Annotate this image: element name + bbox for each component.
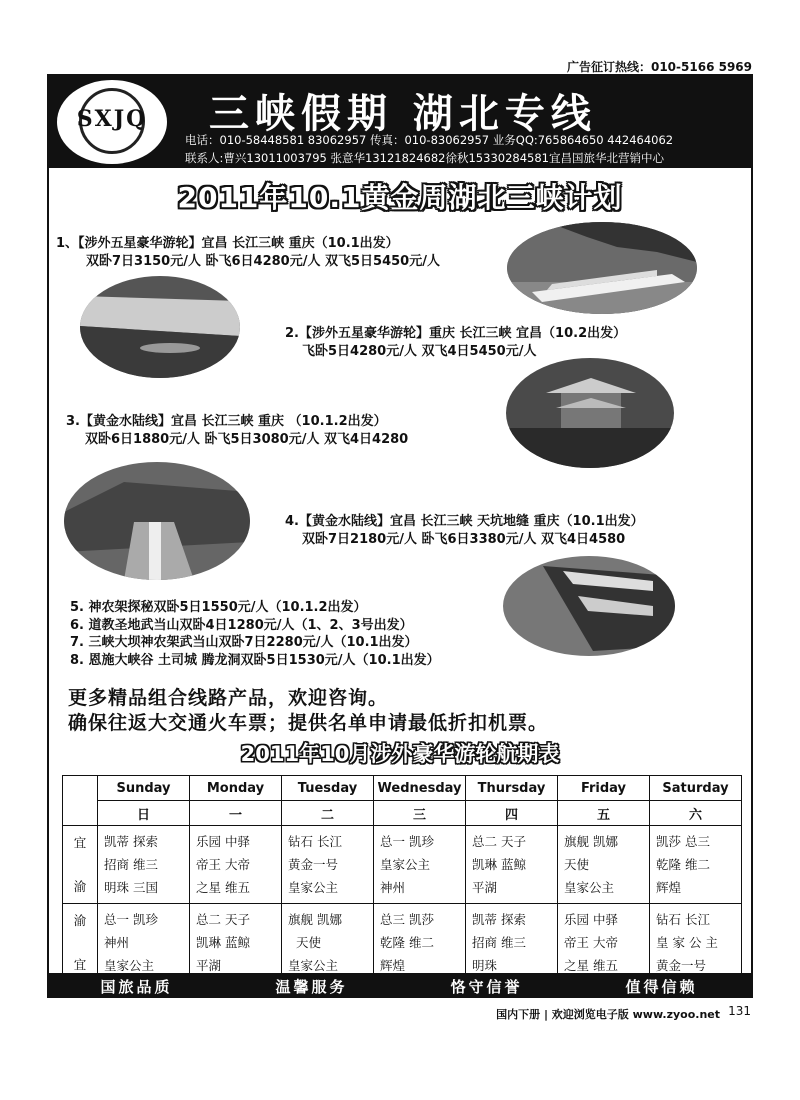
route-label-top: 渝 [73, 912, 87, 928]
ship-lock-photo [503, 556, 675, 656]
table-cell: 凯蒂 探索 招商 维三 明珠 [466, 904, 558, 982]
extra-tour-5: 5. 神农架探秘双卧5日1550元/人（10.1.2出发） [70, 600, 367, 615]
dam-photo [64, 462, 250, 580]
route-label-bottom: 宜 [73, 956, 87, 972]
table-cell: 钻石 长江 黄金一号 皇家公主 [282, 826, 374, 904]
day-cn: 二 [282, 801, 374, 826]
temple-photo [506, 358, 674, 468]
brand-title: 三峡假期 湖北专线 [209, 90, 597, 137]
day-en: Thursday [466, 776, 558, 801]
dam-icon [64, 462, 250, 580]
day-cn: 日 [98, 801, 190, 826]
day-cn: 四 [466, 801, 558, 826]
page-number: 131 [728, 1004, 751, 1018]
table-cell: 旗舰 凯娜 天使 皇家公主 [558, 826, 650, 904]
table-cell: 旗舰 凯娜 天使 皇家公主 [282, 904, 374, 982]
header-banner [49, 76, 751, 168]
day-en: Sunday [98, 776, 190, 801]
tour-1-prices: 双卧7日3150元/人 卧飞6日4280元/人 双飞5日5450元/人 [86, 254, 440, 269]
table-cell: 总二 天子 凯琳 蓝鲸 平湖 [466, 826, 558, 904]
contact-line-1: 电话：010-58448581 83062957 传真：010-83062957 业务QQ:765864650 442464062 [185, 133, 674, 147]
ad-hotline: 广告征订热线：010-5166 5969 [566, 60, 752, 74]
tour-3-prices: 双卧6日1880元/人 卧飞5日3080元/人 双飞4日4280 [85, 432, 409, 447]
tour-4-title: 4.【黄金水陆线】宜昌 长江三峡 天坑地缝 重庆（10.1出发） [285, 514, 644, 529]
table-cell: 总一 凯珍 神州 皇家公主 [98, 904, 190, 982]
day-en: Monday [190, 776, 282, 801]
extra-tour-8: 8. 恩施大峡谷 土司城 腾龙洞双卧5日1530元/人（10.1出发） [70, 653, 440, 668]
day-cn: 三 [374, 801, 466, 826]
table-row-chongqing-yichang [63, 904, 742, 982]
header-row-en [63, 776, 742, 801]
table-cell: 乐园 中驿 帝王 大帝 之星 维五 [558, 904, 650, 982]
slogan-credit: 恪守信誉 [450, 978, 523, 996]
page-subtitle: 2011年10.1黄金周湖北三峡计划 [177, 181, 623, 214]
cruise-schedule-table [62, 775, 742, 982]
day-cn: 六 [650, 801, 742, 826]
route-label-top: 宜 [73, 834, 87, 850]
ship-lock-icon [503, 556, 675, 656]
route-label-yi-yu [63, 826, 98, 904]
day-en: Wednesday [374, 776, 466, 801]
more-products-line: 更多精品组合线路产品，欢迎咨询。 [68, 687, 389, 709]
table-cell: 凯莎 总三 乾隆 维二 辉煌 [650, 826, 742, 904]
tickets-line: 确保往返大交通火车票；提供名单申请最低折扣机票。 [68, 712, 549, 734]
table-cell: 乐园 中驿 帝王 大帝 之星 维五 [190, 826, 282, 904]
tour-2-title: 2.【涉外五星豪华游轮】重庆 长江三峡 宜昌（10.2出发） [285, 326, 627, 341]
slogan-service: 温馨服务 [275, 978, 348, 996]
route-label-yu-yi [63, 904, 98, 982]
table-cell: 总一 凯珍 皇家公主 神州 [374, 826, 466, 904]
bottom-line: 国内下册 | 欢迎浏览电子版 www.zyoo.net [496, 1008, 720, 1021]
temple-icon [506, 358, 674, 468]
route-label-bottom: 渝 [73, 878, 87, 894]
day-cn: 五 [558, 801, 650, 826]
day-en: Tuesday [282, 776, 374, 801]
slogan-quality: 国旅品质 [100, 978, 173, 996]
header-row-cn [63, 801, 742, 826]
river-photo [80, 276, 240, 378]
cruise-ship-photo [507, 222, 697, 314]
table-cell: 总二 天子 凯琳 蓝鲸 平湖 [190, 904, 282, 982]
river-landscape-icon [80, 276, 240, 378]
footer-slogan-bar [49, 973, 751, 997]
corner-cell [63, 776, 98, 826]
extra-tour-6: 6. 道教圣地武当山双卧4日1280元/人（1、2、3号出发） [70, 618, 413, 633]
company-logo [57, 80, 167, 164]
slogan-trust: 值得信赖 [625, 978, 698, 996]
logo-text: SXJQ [76, 106, 148, 132]
tour-1-title: 1、【涉外五星豪华游轮】宜昌 长江三峡 重庆（10.1出发） [56, 236, 399, 251]
contact-line-2: 联系人:曹兴13011003795 张意华13121824682徐秋15330284581宜昌国旅华北营销中心 [185, 151, 664, 165]
day-cn: 一 [190, 801, 282, 826]
day-en: Friday [558, 776, 650, 801]
table-row-yichang-chongqing [63, 826, 742, 904]
tour-4-prices: 双卧7日2180元/人 卧飞6日3380元/人 双飞4日4580 [302, 532, 626, 547]
schedule-title: 2011年10月涉外豪华游轮航期表 [240, 742, 560, 766]
table-cell: 总三 凯莎 乾隆 维二 辉煌 [374, 904, 466, 982]
table-cell: 凯蒂 探索 招商 维三 明珠 三国 [98, 826, 190, 904]
tour-2-prices: 飞卧5日4280元/人 双飞4日5450元/人 [302, 344, 537, 359]
table-cell: 钻石 长江 皇 家 公 主 黄金一号 [650, 904, 742, 982]
cruise-ship-icon [507, 222, 697, 314]
extra-tour-7: 7. 三峡大坝神农架武当山双卧7日2280元/人（10.1出发） [70, 635, 418, 650]
tour-3-title: 3.【黄金水陆线】宜昌 长江三峡 重庆 （10.1.2出发） [66, 414, 387, 429]
day-en: Saturday [650, 776, 742, 801]
